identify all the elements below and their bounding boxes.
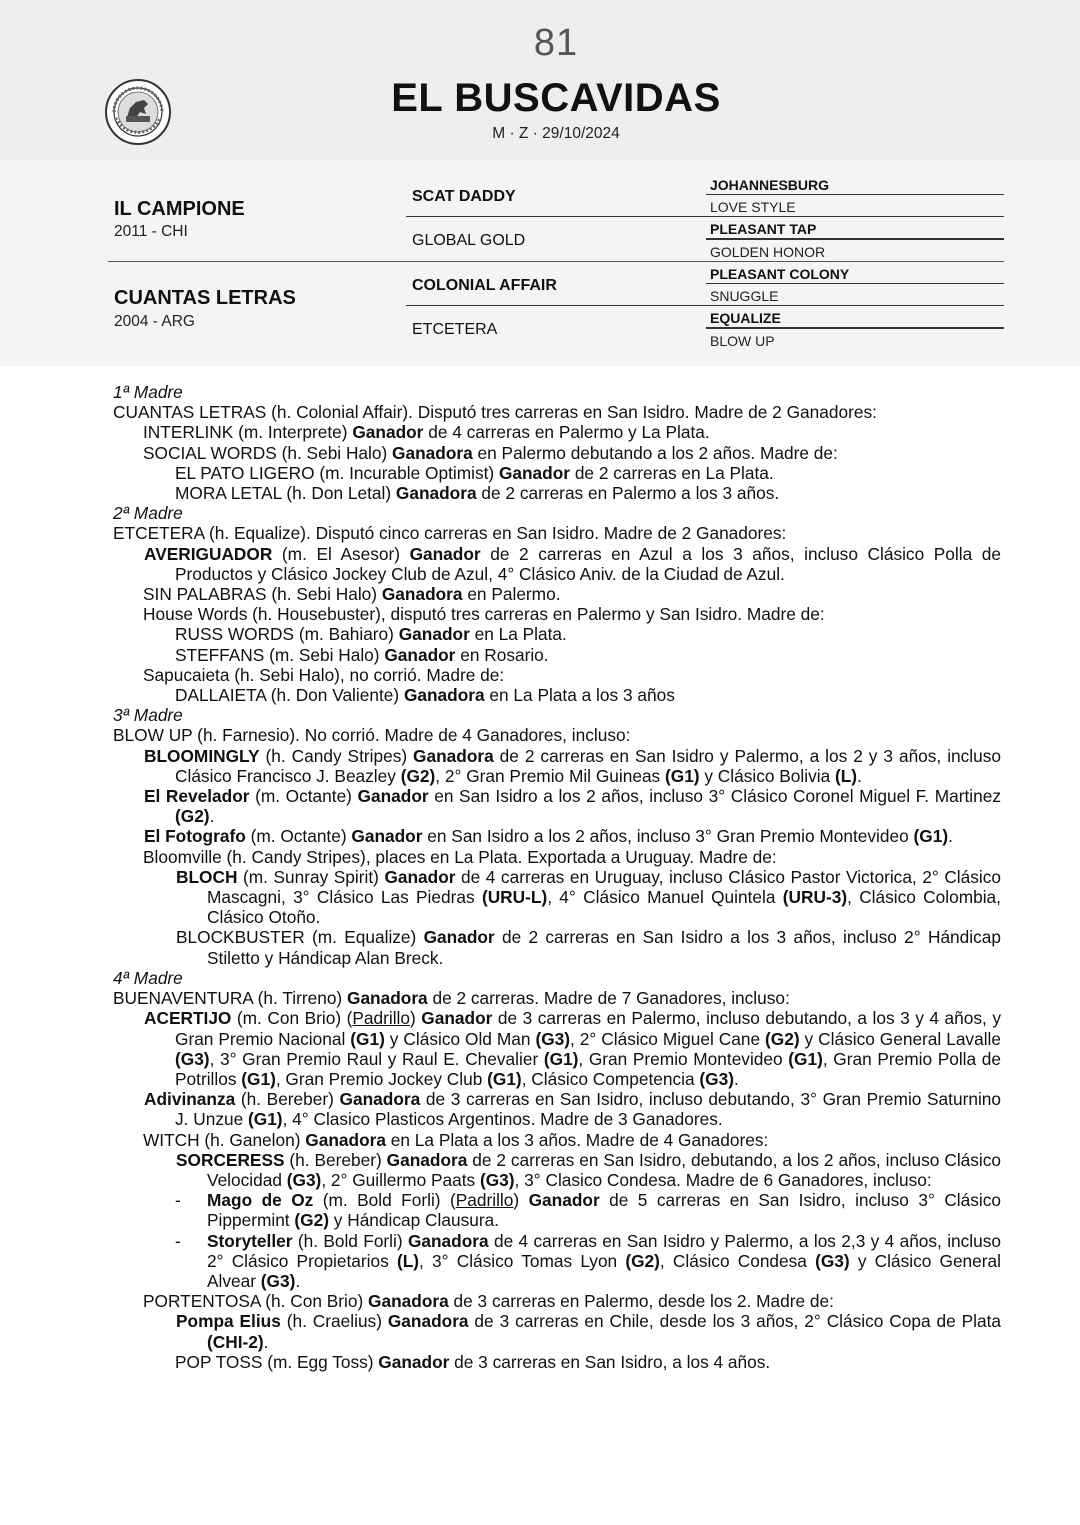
lot-number: 81 [533, 22, 579, 64]
progeny-entry: Pompa Elius (h. Craelius) Ganadora de 3 carreras en Chile, desde los 3 años, 2° Clásico Copa de Plata (CHI-2). [176, 1311, 1001, 1352]
sire-name: IL CAMPIONE [114, 198, 245, 220]
fourth-dam-text: BUENAVENTURA (h. Tirreno) Ganadora de 2 carreras. Madre de 7 Ganadores, incluso: [113, 988, 790, 1009]
great-grandparent: LOVE STYLE [710, 199, 796, 215]
progeny-entry: MORA LETAL (h. Don Letal) Ganadora de 2 carreras en Palermo a los 3 años. [175, 483, 780, 504]
progeny-entry: SORCERESS (h. Bereber) Ganadora de 2 carreras en San Isidro, debutando, a los 2 años, incluso Clásico Velocidad (G3), 2° Guillermo Paats (G3), 3° Clasico Condesa. Madre de 6 Ganadores, incluso: [176, 1149, 1001, 1190]
fourth-dam-heading: 4ª Madre [113, 967, 183, 988]
second-dam-heading: 2ª Madre [113, 503, 183, 524]
international-nominated-stallion-seal-icon [104, 78, 172, 146]
great-grandparent: BLOW UP [710, 333, 775, 349]
progeny-entry: INTERLINK (m. Interprete) Ganador de 4 carreras en Palermo y La Plata. [143, 422, 710, 443]
progeny-entry: - Mago de Oz (m. Bold Forli) (Padrillo) Ganador de 5 carreras en San Isidro, incluso 3° Clásico Pippermint (G2) y Hándicap Clausura. [175, 1190, 1001, 1231]
great-grandparent: EQUALIZE [710, 310, 781, 326]
progeny-entry: RUSS WORDS (m. Bahiaro) Ganador en La Plata. [175, 624, 567, 645]
progeny-entry: EL PATO LIGERO (m. Incurable Optimist) Ganador de 2 carreras en La Plata. [175, 462, 774, 483]
dam-name: CUANTAS LETRAS [114, 287, 296, 309]
dam-info: 2004 - ARG [114, 313, 195, 330]
second-dam-text: ETCETERA (h. Equalize). Disputó cinco carreras en San Isidro. Madre de 2 Ganadores: [113, 523, 787, 544]
catalog-header [0, 0, 1080, 160]
divider [706, 328, 1004, 329]
divider [706, 239, 1004, 240]
first-dam-heading: 1ª Madre [113, 382, 183, 402]
divider [706, 283, 1004, 284]
great-grandparent: PLEASANT TAP [710, 221, 817, 237]
progeny-entry: DALLAIETA (h. Don Valiente) Ganadora en La Plata a los 3 años [175, 685, 675, 706]
progeny-entry: Bloomville (h. Candy Stripes), places en La Plata. Exportada a Uruguay. Madre de: [143, 846, 777, 867]
progeny-entry: SIN PALABRAS (h. Sebi Halo) Ganadora en Palermo. [143, 584, 561, 605]
horse-name: EL BUSCAVIDAS [391, 76, 721, 120]
progeny-entry: POP TOSS (m. Egg Toss) Ganador de 3 carreras en San Isidro, a los 4 años. [175, 1351, 771, 1372]
progeny-entry: STEFFANS (m. Sebi Halo) Ganador en Rosario. [175, 644, 549, 665]
pedigree-table [0, 160, 1080, 366]
divider [706, 194, 1004, 195]
progeny-entry: PORTENTOSA (h. Con Brio) Ganadora de 3 carreras en Palermo, desde los 2. Madre de: [143, 1291, 834, 1312]
progeny-entry: Sapucaieta (h. Sebi Halo), no corrió. Madre de: [143, 664, 505, 685]
third-dam-text: BLOW UP (h. Farnesio). No corrió. Madre de 4 Ganadores, incluso: [113, 725, 631, 746]
divider [406, 216, 1004, 217]
progeny-entry: House Words (h. Housebuster), disputó tres carreras en Palermo y San Isidro. Madre de: [143, 604, 825, 625]
first-dam-text: CUANTAS LETRAS (h. Colonial Affair). Disputó tres carreras en San Isidro. Madre de 2 Ganadores: [113, 402, 877, 423]
progeny-entry: El Fotografo (m. Octante) Ganador en San Isidro a los 2 años, incluso 3° Gran Premio Montevideo (G1). [144, 826, 953, 847]
divider [406, 305, 1004, 306]
progeny-entry: ACERTIJO (m. Con Brio) (Padrillo) Ganador de 3 carreras en Palermo, incluso debutando, a los 3 y 4 años, y Gran Premio Nacional (G1) y Clásico Old Man (G3), 2° Clásico Miguel Cane (G2) y Clásico General Lavalle (G3), 3° Gran Premio Raul y Raul E. Chevalier (G1), Gran Premio Montevideo (G1), Gran Premio Polla de Potrillos (G1), Gran Premio Jockey Club (G1), Clásico Competencia (G3). [144, 1008, 1001, 1089]
maternal-family-text [113, 382, 1001, 1372]
progeny-entry: SOCIAL WORDS (h. Sebi Halo) Ganadora en Palermo debutando a los 2 años. Madre de: [143, 442, 838, 463]
progeny-entry: AVERIGUADOR (m. El Asesor) Ganador de 2 carreras en Azul a los 3 años, incluso Clásico Polla de Productos y Clásico Jockey Club de Azul, 4° Clásico Aniv. de la Ciudad de Azul. [144, 543, 1001, 584]
paternal-granddam: GLOBAL GOLD [412, 232, 526, 249]
great-grandparent: PLEASANT COLONY [710, 266, 850, 282]
maternal-granddam: ETCETERA [412, 321, 498, 338]
paternal-grandsire: SCAT DADDY [412, 188, 516, 205]
progeny-entry: BLOCKBUSTER (m. Equalize) Ganador de 2 carreras en San Isidro a los 3 años, incluso 2° Hándicap Stiletto y Hándicap Alan Breck. [176, 927, 1001, 968]
progeny-entry: - Storyteller (h. Bold Forli) Ganadora de 4 carreras en San Isidro y Palermo, a los 2,3 y 4 años, incluso 2° Clásico Propietarios (L), 3° Clásico Tomas Lyon (G2), Clásico Condesa (G3) y Clásico General Alvear (G3). [175, 1230, 1001, 1291]
sire-info: 2011 - CHI [114, 223, 188, 240]
progeny-entry: WITCH (h. Ganelon) Ganadora en La Plata a los 3 años. Madre de 4 Ganadores: [143, 1129, 769, 1150]
progeny-entry: El Revelador (m. Octante) Ganador en San Isidro a los 2 años, incluso 3° Clásico Coronel Miguel F. Martinez (G2). [144, 786, 1001, 827]
progeny-entry: Adivinanza (h. Bereber) Ganadora de 3 carreras en San Isidro, incluso debutando, 3° Gran Premio Saturnino J. Unzue (G1), 4° Clasico Plasticos Argentinos. Madre de 3 Ganadores. [144, 1089, 1002, 1130]
great-grandparent: SNUGGLE [710, 288, 779, 304]
horse-details: M · Z · 29/10/2024 [492, 125, 620, 142]
maternal-grandsire: COLONIAL AFFAIR [412, 277, 557, 294]
progeny-entry: BLOCH (m. Sunray Spirit) Ganador de 4 carreras en Uruguay, incluso Clásico Pastor Victorica, 2° Clásico Mascagni, 3° Clásico Las Piedras (URU-L), 4° Clásico Manuel Quintela (URU-3), Clásico Colombia, Clásico Otoño. [176, 866, 1001, 928]
progeny-entry: BLOOMINGLY (h. Candy Stripes) Ganadora de 2 carreras en San Isidro y Palermo, a los 2 y 3 años, incluso Clásico Francisco J. Beazley (G2), 2° Gran Premio Mil Guineas (G1) y Clásico Bolivia (L). [144, 745, 1001, 786]
pedigree-divider [108, 261, 1004, 262]
third-dam-heading: 3ª Madre [113, 705, 183, 726]
great-grandparent: JOHANNESBURG [710, 177, 830, 193]
great-grandparent: GOLDEN HONOR [710, 244, 826, 260]
